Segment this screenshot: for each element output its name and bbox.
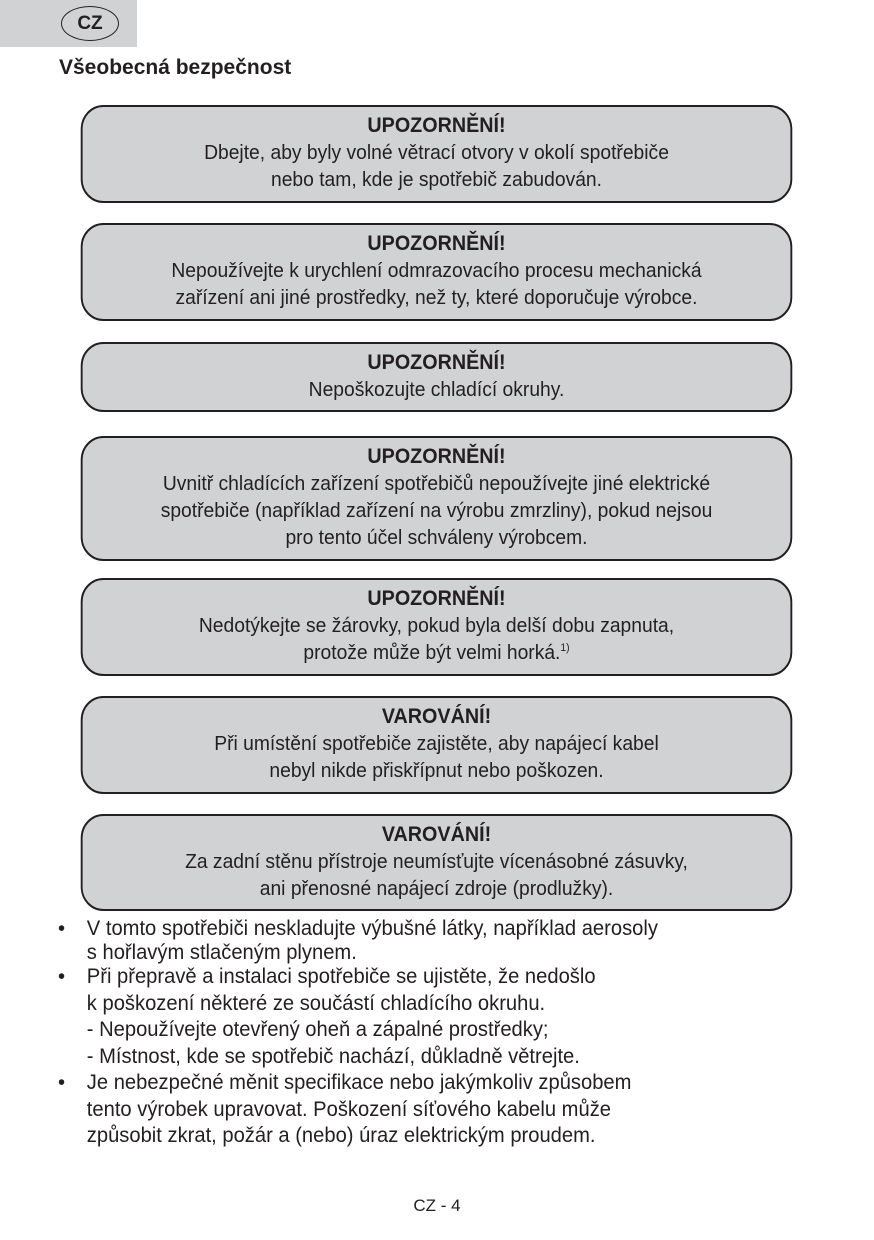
danger-box bbox=[81, 696, 793, 794]
danger-heading: VAROVÁNÍ! bbox=[381, 823, 492, 846]
bullet-text-line: tento výrobek upravovat. Poškození síťového kabelu může bbox=[86, 1097, 611, 1121]
bullet-text-line: V tomto spotřebiči neskladujte výbušné látky, například aerosoly bbox=[86, 917, 658, 940]
bullet-marker: • bbox=[58, 1071, 66, 1094]
warning-text-line: pro tento účel schváleny výrobcem. bbox=[285, 526, 588, 549]
warning-text-line: Nedotýkejte se žárovky, pokud byla delší dobu zapnuta, bbox=[198, 614, 675, 637]
bullet-text-line: Je nebezpečné měnit specifikace nebo jakýmkoliv způsobem bbox=[86, 1071, 632, 1094]
language-tab bbox=[0, 0, 137, 47]
warning-text-line: Dbejte, aby byly volné větrací otvory v okolí spotřebiče bbox=[204, 141, 669, 164]
language-badge: CZ bbox=[61, 6, 119, 41]
danger-text-line: ani přenosné napájecí zdroje (prodlužky). bbox=[259, 877, 614, 900]
page-number: CZ - 4 bbox=[413, 1196, 461, 1215]
bullet-marker: • bbox=[58, 965, 66, 988]
footnote-marker: 1) bbox=[560, 642, 570, 654]
warning-box bbox=[81, 578, 793, 676]
danger-heading: VAROVÁNÍ! bbox=[381, 705, 492, 728]
warning-text-line: zařízení ani jiné prostředky, než ty, které doporučuje výrobce. bbox=[175, 286, 698, 309]
danger-text-line: Při umístění spotřebiče zajistěte, aby napájecí kabel bbox=[214, 732, 659, 755]
warning-text: protože může být velmi horká. bbox=[303, 641, 561, 664]
warning-text-line bbox=[83, 639, 791, 666]
bullet-item bbox=[58, 1070, 797, 1150]
warning-box bbox=[81, 436, 793, 561]
warning-text-line: spotřebiče (například zařízení na výrobu zmrzliny), pokud nejsou bbox=[160, 499, 713, 522]
warning-text-line: Nepoužívejte k urychlení odmrazovacího procesu mechanická bbox=[171, 259, 702, 282]
warning-box bbox=[81, 105, 793, 203]
bullet-subitem: - Nepoužívejte otevřený oheň a zápalné prostředky; bbox=[86, 1018, 549, 1041]
bullet-subitem: - Místnost, kde se spotřebič nachází, důkladně větrejte. bbox=[86, 1044, 580, 1068]
warning-box bbox=[81, 342, 793, 412]
warning-heading: UPOZORNĚNÍ! bbox=[367, 587, 506, 610]
danger-text-line: Za zadní stěnu přístroje neumísťujte vícenásobné zásuvky, bbox=[185, 850, 688, 873]
danger-text-line: nebyl nikde přiskřípnut nebo poškozen. bbox=[269, 759, 604, 782]
bullet-text-line: Při přepravě a instalaci spotřebiče se ujistěte, že nedošlo bbox=[86, 965, 596, 988]
bullet-text-line: s hořlavým stlačeným plynem. bbox=[86, 941, 357, 964]
bullet-marker: • bbox=[58, 917, 66, 940]
warning-box bbox=[81, 223, 793, 321]
warning-heading: UPOZORNĚNÍ! bbox=[367, 232, 506, 255]
bullet-text-line: způsobit zkrat, požár a (nebo) úraz elektrickým proudem. bbox=[86, 1124, 596, 1147]
bullet-text-line: k poškození některé ze součástí chladícího okruhu. bbox=[86, 991, 546, 1015]
bullet-item bbox=[58, 916, 797, 964]
warning-text-line: nebo tam, kde je spotřebič zabudován. bbox=[270, 168, 603, 191]
danger-box bbox=[81, 814, 793, 911]
warning-heading: UPOZORNĚNÍ! bbox=[367, 114, 506, 137]
safety-bullet-list bbox=[58, 916, 797, 1150]
warning-heading: UPOZORNĚNÍ! bbox=[367, 445, 506, 468]
bullet-item bbox=[58, 964, 797, 1070]
warning-heading: UPOZORNĚNÍ! bbox=[367, 351, 506, 374]
warning-text-line: Nepoškozujte chladící okruhy. bbox=[308, 378, 565, 401]
warning-text-line: Uvnitř chladících zařízení spotřebičů nepoužívejte jiné elektrické bbox=[162, 472, 711, 495]
section-title: Všeobecná bezpečnost bbox=[59, 56, 292, 79]
